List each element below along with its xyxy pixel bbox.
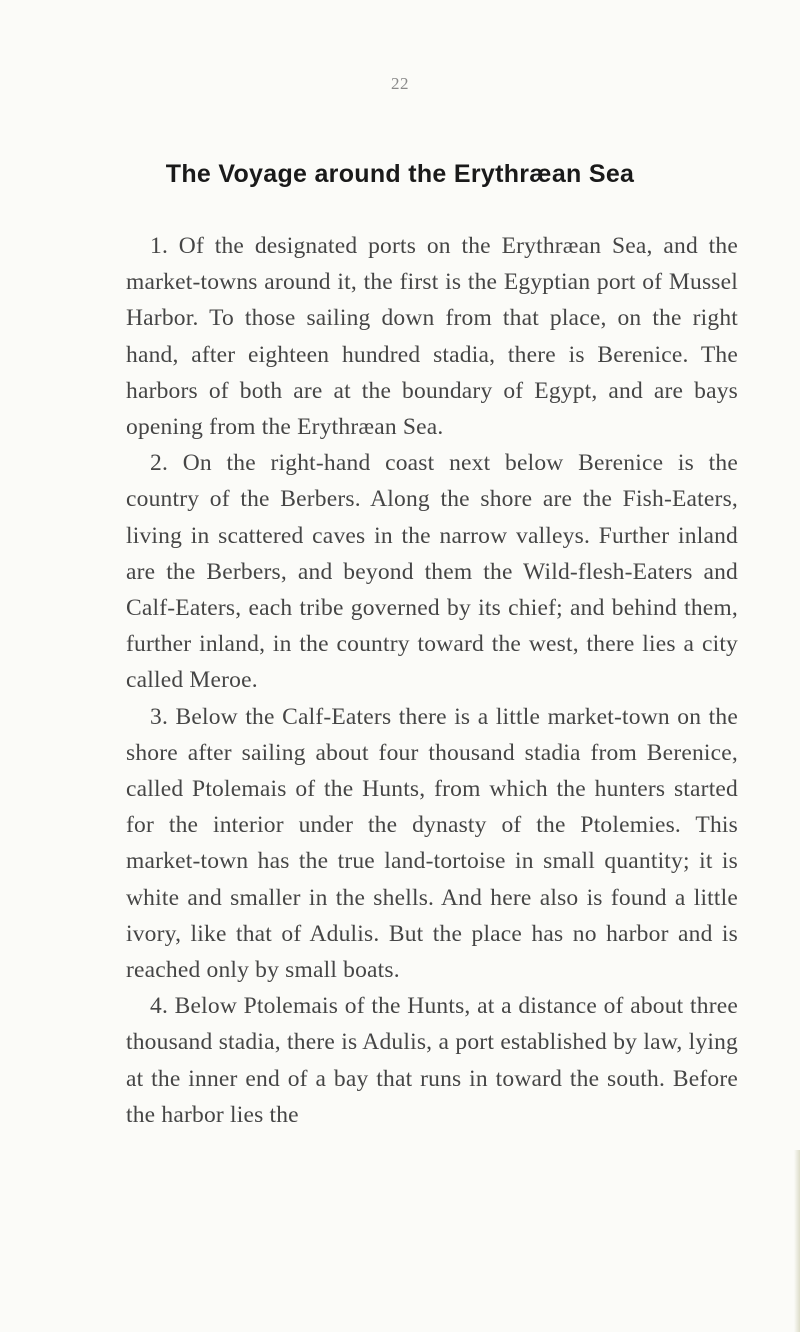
page-number: 22 (391, 74, 409, 93)
paragraph-1: 1. Of the designated ports on the Erythræan Sea, and the market-towns around it, the first is the Egyptian port of Mussel Harbor. To those sailing down from that place, on the right hand, after eighteen hundred stadia, there is Berenice. The harbors of both are at the boundary of Egypt, and are bays opening from the Erythræan Sea. (126, 233, 738, 441)
body-text (126, 228, 738, 1133)
page-title: The Voyage around the Erythræan Sea (165, 160, 635, 188)
paragraph-2: 2. On the right-hand coast next below Berenice is the country of the Berbers. Along the shore are the Fish-Eaters, living in scattered caves in the narrow valleys. Further inland are the Berbers, and beyond them the Wild-flesh-Eaters and Calf-Eaters, each tribe governed by its chief; and behind them, further inland, in the country toward the west, there lies a city called Meroe. (126, 450, 738, 694)
paragraph-4: 4. Below Ptolemais of the Hunts, at a distance of about three thousand stadia, there is Adulis, a port established by law, lying at the inner end of a bay that runs in toward the south. Before the harbor lies the (126, 993, 738, 1128)
page-edge-shadow (794, 1150, 800, 1332)
paragraph-3: 3. Below the Calf-Eaters there is a little market-town on the shore after sailing about four thousand stadia from Berenice, called Ptolemais of the Hunts, from which the hunters started for the interior under the dynasty of the Ptolemies. This market-town has the true land-tortoise in small quantity; it is white and smaller in the shells. And here also is found a little ivory, like that of Adulis. But the place has no harbor and is reached only by small boats. (126, 703, 738, 984)
